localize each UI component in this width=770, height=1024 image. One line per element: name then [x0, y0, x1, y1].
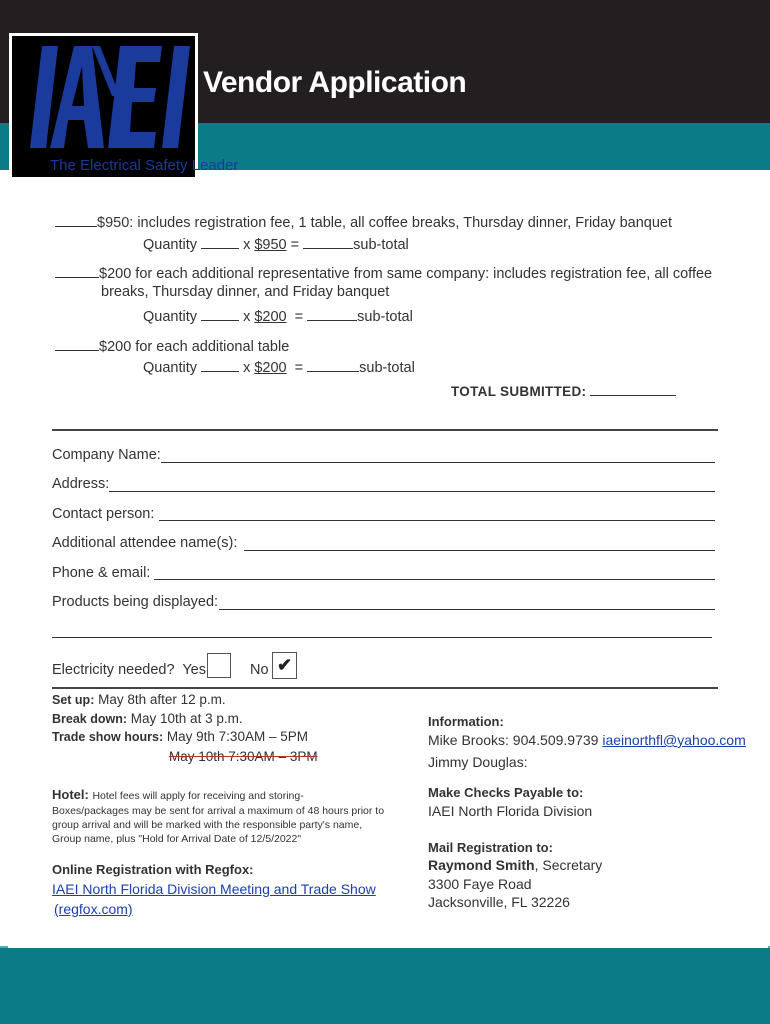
mail-recipient: Raymond Smith, Secretary — [428, 857, 603, 873]
iaei-logo — [9, 33, 239, 180]
products-input-line2[interactable] — [52, 637, 712, 638]
make-checks-value: IAEI North Florida Division — [428, 803, 593, 819]
additional-attendees-input[interactable] — [244, 550, 715, 551]
option2-subtotal-input[interactable] — [307, 306, 357, 321]
hotel-line3: group arrival and will be marked with the responsible party's name, — [52, 819, 363, 831]
make-checks-label: Make Checks Payable to: — [428, 785, 584, 800]
option3-quantity-input[interactable] — [201, 357, 239, 372]
phone-email-input[interactable] — [154, 579, 715, 580]
total-submitted-input[interactable] — [590, 381, 676, 396]
option1-subtotal-input[interactable] — [303, 234, 353, 249]
mail-street: 3300 Faye Road — [428, 876, 532, 892]
regfox-link-domain[interactable]: (regfox.com) — [54, 901, 133, 917]
products-label: Products being displayed: — [52, 594, 219, 610]
online-registration-label: Online Registration with Regfox: — [52, 862, 254, 877]
electricity-no-label: No — [250, 662, 269, 678]
hotel-line4: Group name, plus "Hold for Arrival Date of 12/5/2022" — [52, 833, 302, 845]
logo-tagline: The Electrical Safety Leader — [50, 157, 239, 174]
option1-check-blank[interactable] — [55, 212, 97, 227]
company-name-label: Company Name: — [52, 447, 161, 463]
option2-line2: breaks, Thursday dinner, and Friday banquet — [101, 284, 390, 300]
option1-quantity-row: Quantity x $950 = sub-total — [143, 234, 409, 253]
option2-line[interactable]: $200 for each additional representative from same company: includes registration fee, all coffee — [55, 263, 712, 282]
option2-check-blank[interactable] — [55, 263, 99, 278]
electricity-question: Electricity needed? Yes — [52, 662, 206, 678]
trade-show-hours-day2: May 10th 7:30AM – 3PM — [169, 749, 318, 764]
setup-info: Set up: May 8th after 12 p.m. — [52, 692, 226, 707]
information-label: Information: — [428, 714, 504, 729]
information-contact1: Mike Brooks: 904.509.9739 iaeinorthfl@yahoo.com — [428, 732, 746, 748]
logo-graphic — [12, 36, 239, 177]
additional-attendees-label: Additional attendee name(s): — [52, 535, 238, 551]
option1-line[interactable]: $950: includes registration fee, 1 table, all coffee breaks, Thursday dinner, Friday banquet — [55, 212, 672, 231]
mail-registration-label: Mail Registration to: — [428, 840, 553, 855]
logo-panel — [12, 36, 239, 177]
electricity-no-checkbox[interactable]: ✔ — [272, 652, 297, 679]
option3-quantity-row: Quantity x $200 = sub-total — [143, 357, 415, 376]
page-title: Vendor Application — [203, 66, 467, 99]
option3-subtotal-input[interactable] — [307, 357, 359, 372]
company-name-input[interactable] — [161, 462, 715, 463]
breakdown-info: Break down: May 10th at 3 p.m. — [52, 711, 243, 726]
option3-check-blank[interactable] — [55, 336, 99, 351]
phone-email-label: Phone & email: — [52, 565, 151, 581]
hotel-info: Hotel: Hotel fees will apply for receiving and storing- — [52, 787, 304, 802]
mail-city: Jacksonville, FL 32226 — [428, 894, 570, 910]
information-contact2: Jimmy Douglas: — [428, 754, 528, 770]
contact-person-label: Contact person: — [52, 506, 155, 522]
footer-band — [0, 948, 770, 1024]
total-submitted: TOTAL SUBMITTED: — [451, 381, 676, 399]
option2-quantity-row: Quantity x $200 = sub-total — [143, 306, 413, 325]
address-input[interactable] — [109, 491, 715, 492]
hotel-line2: Boxes/packages may be sent for arrival a maximum of 48 hours prior to — [52, 805, 385, 817]
option3-line[interactable]: $200 for each additional table — [55, 336, 289, 355]
regfox-link[interactable]: IAEI North Florida Division Meeting and Trade Show — [52, 881, 376, 897]
option1-quantity-input[interactable] — [201, 234, 239, 249]
option2-quantity-input[interactable] — [201, 306, 239, 321]
contact-email-link[interactable]: iaeinorthfl@yahoo.com — [602, 732, 746, 748]
section-divider — [52, 429, 718, 431]
products-input[interactable] — [219, 609, 715, 610]
electricity-yes-checkbox[interactable] — [207, 653, 231, 678]
address-label: Address: — [52, 476, 110, 492]
trade-show-hours: Trade show hours: May 9th 7:30AM – 5PM — [52, 729, 308, 744]
section-divider-2 — [52, 687, 718, 689]
contact-person-input[interactable] — [159, 520, 715, 521]
